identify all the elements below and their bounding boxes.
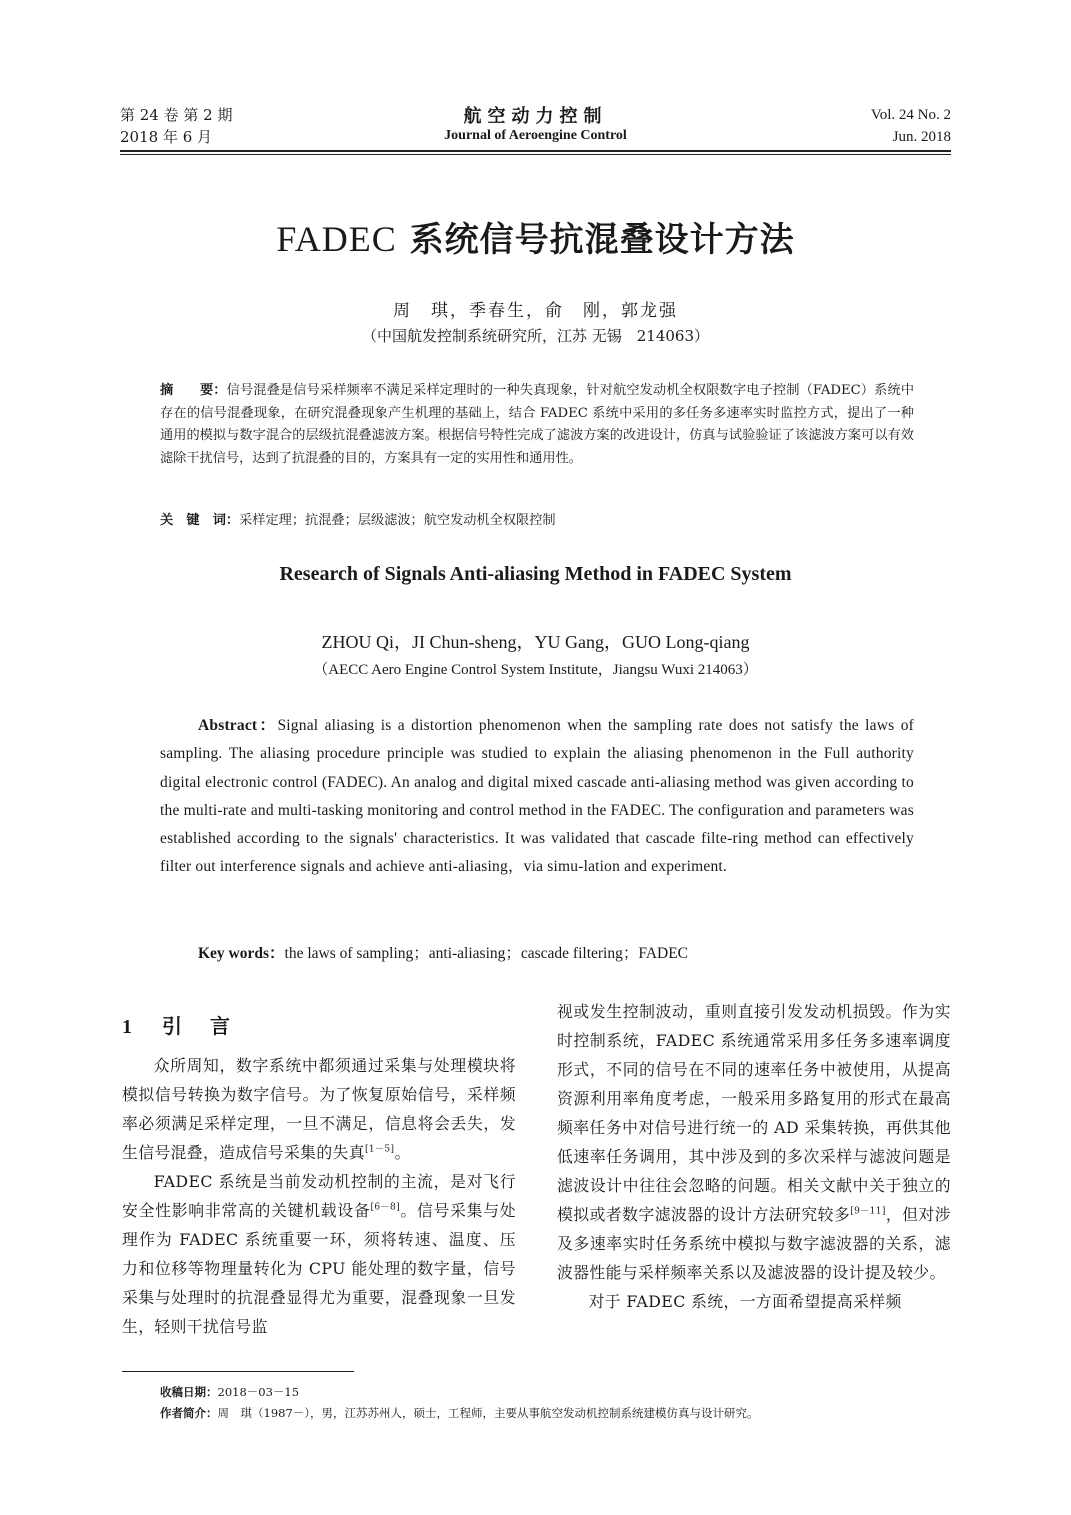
paragraph: 众所周知，数字系统中都须通过采集与处理模块将模拟信号转换为数字信号。为了恢复原始信号，采样频率必须满足采样定理，一旦不满足，信息将会丢失，发生信号混叠，造成信号采集的失真[1－5]。	[122, 1056, 516, 1162]
body-right-column	[557, 997, 951, 1316]
abstract-en: Abstract：Signal aliasing is a distortion phenomenon when the sampling rate does not satisfy the laws of sampling. The aliasing procedure principle was studied to explain the aliasing phenomenon in the Full authority digital electronic control (FADEC). An analog and digital mixed cascade anti-aliasing method was given according to the multi-rate and multi-tasking monitoring and control method in the FADEC. The configuration and parameters was established according to the signals' characteristics. It was validated that cascade filte-ring method can effectively filter out interference signals and achieve anti-aliasing，via simu-lation and experiment.	[160, 717, 915, 876]
volume-number-en: Vol. 24 No. 2	[870, 107, 951, 123]
paragraph: 视或发生控制波动，重则直接引发发动机损毁。作为实时控制系统，FADEC 系统通常采用多任务多速率调度形式，不同的信号在不同的速率任务中被使用，从提高资源利用率角度考虑，一般采用多路复用的形式在最高频率任务中对信号进行统一的 AD 采集转换，再供其他低速率任务调用，其中涉及到的多次采样与滤波问题是滤波设计中往往会忽略的问题。相关文献中关于独立的模拟或者数字滤波器的设计方法研究较多[9－11]，但对涉及多速率实时任务系统中模拟与数字滤波器的关系，滤波器性能与采样频率关系以及滤波器的设计提及较少。	[557, 1002, 952, 1282]
citation: [6－8]	[370, 1202, 400, 1213]
paper-title-en: Research of Signals Anti-aliasing Method in FADEC System	[279, 563, 792, 585]
footnote-rule	[122, 1371, 354, 1372]
section-heading: 1 引 言	[122, 1014, 234, 1038]
volume-issue: 第 24 卷 第 2 期	[120, 106, 233, 124]
keywords-cn: 关 键 词：采样定理；抗混叠；层级滤波；航空发动机全权限控制	[160, 513, 556, 528]
paragraph: FADEC 系统是当前发动机控制的主流，是对飞行安全性影响非常高的关键机载设备[6－8]。信号采集与处理作为 FADEC 系统重要一环，须将转速、温度、压力和位移等物理量转化为 CPU 能处理的数字量，信号采集与处理时的抗混叠显得尤为重要，混叠现象一旦发生，轻则干扰信号监	[122, 1172, 516, 1336]
citation: [1－5]	[364, 1144, 395, 1155]
publish-date-en: Jun. 2018	[892, 129, 951, 145]
authors-cn: 周 琪，季春生，俞 刚，郭龙强	[393, 301, 678, 321]
publish-date: 2018 年 6 月	[120, 128, 213, 146]
header-rule	[120, 150, 951, 152]
journal-name-cn: 航空动力控制	[463, 106, 608, 127]
author-bio: 作者简介：周 琪（1987－），男，江苏苏州人，硕士，工程师，主要从事航空发动机控制系统建模仿真与设计研究。	[160, 1406, 759, 1420]
body-left-column	[122, 1051, 516, 1341]
authors-en: ZHOU Qi，JI Chun-sheng，YU Gang，GUO Long-qiang	[321, 632, 750, 652]
abstract-cn-label: 摘 要：	[160, 383, 227, 398]
abstract-en-label: Abstract：	[198, 717, 278, 734]
abstract-cn: 摘 要：信号混叠是信号采样频率不满足采样定理时的一种失真现象，针对航空发动机全权限数字电子控制（FADEC）系统中存在的信号混叠现象，在研究混叠现象产生机理的基础上，结合 FADEC 系统中采用的多任务多速率实时监控方式，提出了一种通用的模拟与数字混合的层级抗混叠滤波方案。根据信号特性完成了滤波方案的改进设计，仿真与试验验证了该滤波方案可以有效滤除干扰信号，达到了抗混叠的目的，方案具有一定的实用性和通用性。	[160, 383, 915, 466]
citation: [9－11]	[850, 1206, 886, 1217]
keywords-en: Key words：the laws of sampling；anti-aliasing；cascade filtering；FADEC	[198, 945, 689, 962]
journal-name-en: Journal of Aeroengine Control	[444, 128, 627, 143]
affiliation-cn: （中国航发控制系统研究所，江苏 无锡 214063）	[361, 327, 710, 345]
affiliation-en: （AECC Aero Engine Control System Institute，Jiangsu Wuxi 214063）	[313, 662, 758, 678]
keywords-en-label: Key words：	[198, 945, 285, 962]
received-date: 收稿日期：2018－03－15	[160, 1385, 300, 1399]
paper-title-cn: FADEC 系统信号抗混叠设计方法	[276, 219, 795, 260]
header-rule-thin	[120, 154, 951, 155]
keywords-cn-label: 关 键 词：	[160, 513, 240, 528]
paragraph: 对于 FADEC 系统，一方面希望提高采样频	[588, 1292, 902, 1311]
